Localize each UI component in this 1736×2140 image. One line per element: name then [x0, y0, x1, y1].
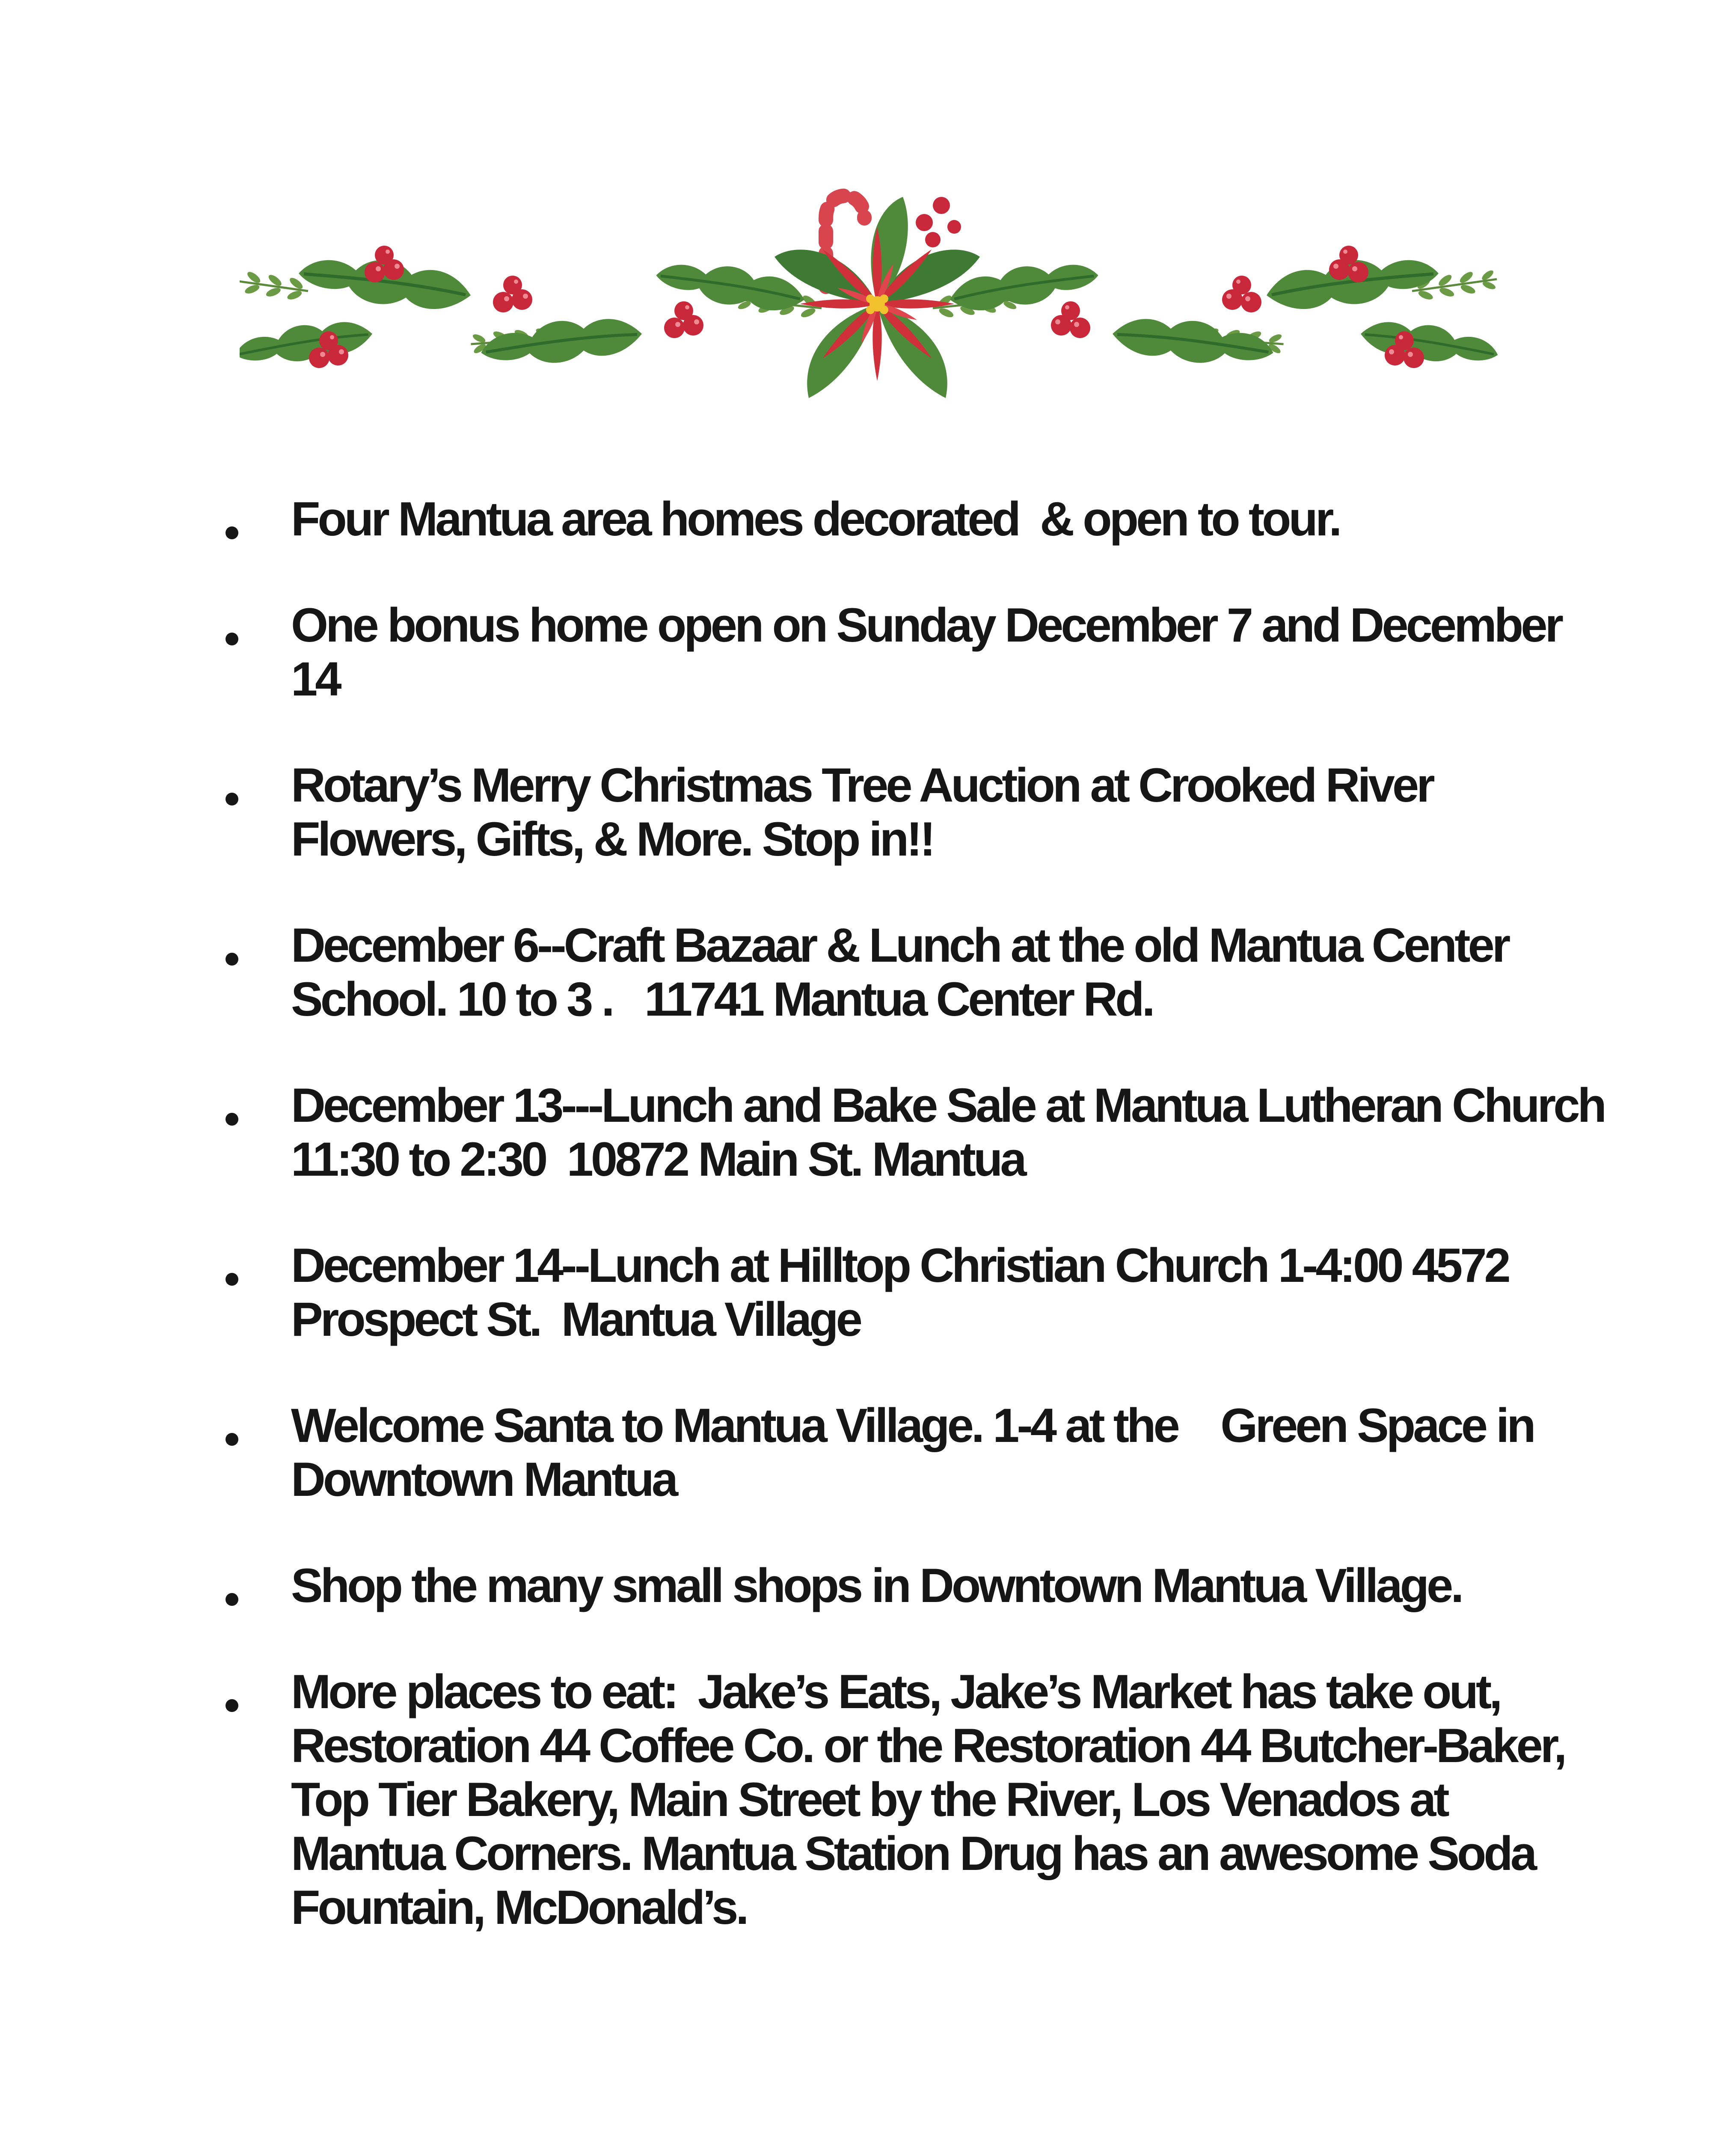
- bullet-icon: [219, 1079, 245, 1132]
- bullet-icon: [219, 1665, 245, 1719]
- list-item: [214, 758, 1605, 866]
- list-item: [214, 1079, 1615, 1186]
- bullet-icon: [219, 1399, 245, 1453]
- bullet-icon: [219, 598, 245, 652]
- list-item: [214, 1665, 1605, 1935]
- bullet-icon: [219, 758, 245, 812]
- event-text: December 14--Lunch at Hilltop Christian Church 1-4:00 4572 Prospect St. Mantua Village: [291, 1239, 1519, 1346]
- list-item: [214, 1399, 1605, 1507]
- list-item: [214, 598, 1605, 706]
- event-text: December 13---Lunch and Bake Sale at Mantua Lutheran Church 11:30 to 2:30 10872 Main St. Mantua: [291, 1079, 1615, 1186]
- list-item: [214, 1559, 1605, 1613]
- event-text: Four Mantua area homes decorated & open to tour.: [291, 492, 1340, 546]
- bullet-icon: [219, 1559, 245, 1613]
- list-item: [214, 1239, 1605, 1346]
- bullet-icon: [219, 492, 245, 546]
- bullet-icon: [219, 1239, 245, 1293]
- event-text: Welcome Santa to Mantua Village. 1-4 at the Green Space in Downtown Mantua: [291, 1399, 1544, 1506]
- event-text: One bonus home open on Sunday December 7 and December 14: [291, 598, 1572, 706]
- list-item: [214, 918, 1605, 1026]
- holly-poinsettia-garland-icon: [240, 163, 1515, 437]
- event-list: [214, 492, 1615, 1987]
- list-item: [214, 492, 1605, 546]
- event-text: Shop the many small shops in Downtown Mantua Village.: [291, 1559, 1462, 1612]
- event-text: Rotary’s Merry Christmas Tree Auction at Crooked River Flowers, Gifts, & More. Stop in!!: [291, 758, 1443, 866]
- event-text: December 6--Craft Bazaar & Lunch at the old Mantua Center School. 10 to 3 . 11741 Mantua Center Rd.: [291, 918, 1519, 1026]
- bullet-icon: [219, 918, 245, 972]
- event-text: More places to eat: Jake’s Eats, Jake’s Market has take out, Restoration 44 Coffee Co. or the Restoration 44 Butcher-Baker, Top Tier Bakery, Main Street by the River, Los Venados at Mantua Corners. Mantua Station Drug has an awesome Soda Fountain, McDonald’s.: [291, 1665, 1576, 1934]
